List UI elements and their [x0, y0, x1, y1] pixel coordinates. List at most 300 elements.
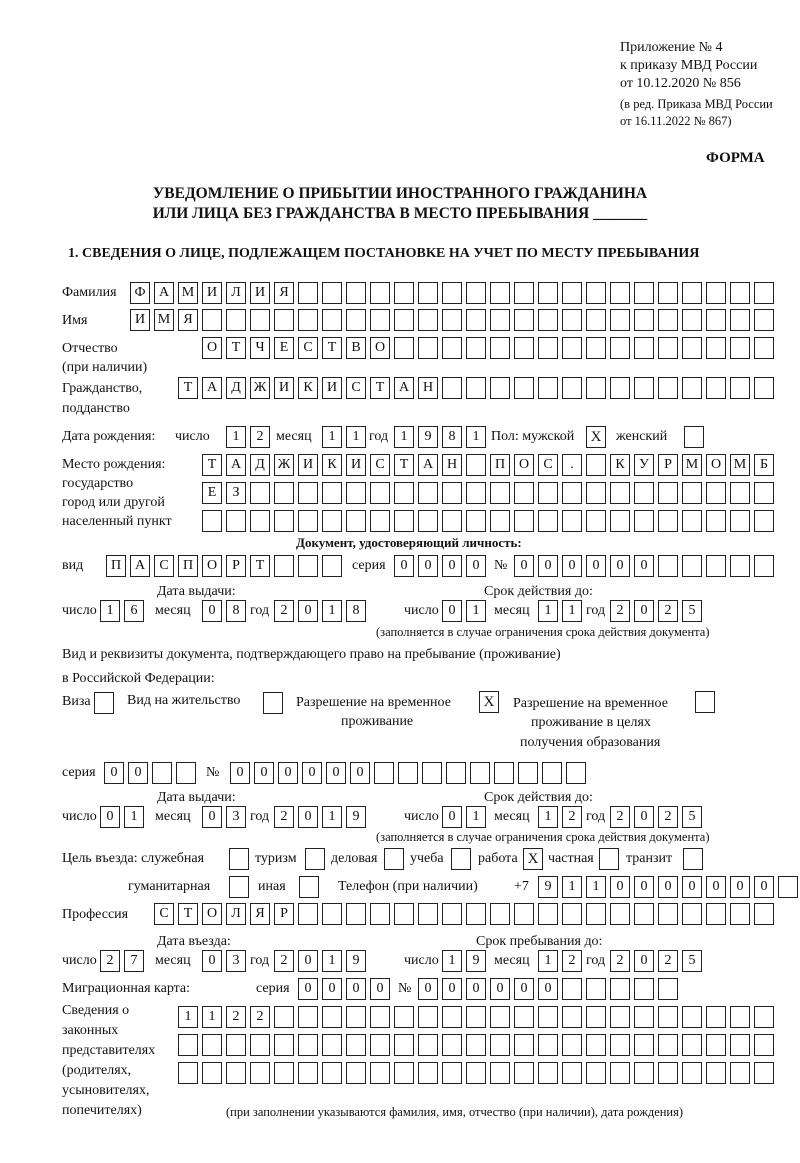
char-cell[interactable] — [418, 482, 438, 504]
char-cell[interactable]: 0 — [230, 762, 250, 784]
char-cell[interactable] — [442, 1006, 462, 1028]
char-cell[interactable]: 2 — [250, 426, 270, 448]
char-cell[interactable]: 0 — [682, 876, 702, 898]
visa-checkbox[interactable] — [94, 692, 114, 714]
char-cell[interactable]: 0 — [610, 876, 630, 898]
char-cell[interactable] — [610, 978, 630, 1000]
char-cell[interactable] — [586, 510, 606, 532]
char-cell[interactable] — [442, 1062, 462, 1084]
char-cell[interactable] — [370, 1062, 390, 1084]
char-cell[interactable] — [754, 1034, 774, 1056]
char-cell[interactable] — [658, 282, 678, 304]
char-cell[interactable] — [466, 454, 486, 476]
char-cell[interactable] — [298, 1006, 318, 1028]
char-cell[interactable] — [442, 482, 462, 504]
char-cell[interactable] — [610, 309, 630, 331]
char-cell[interactable]: Н — [418, 377, 438, 399]
char-cell[interactable]: 5 — [682, 806, 702, 828]
char-cell[interactable] — [418, 309, 438, 331]
char-cell[interactable] — [706, 903, 726, 925]
char-cell[interactable] — [586, 377, 606, 399]
char-cell[interactable] — [610, 482, 630, 504]
char-cell[interactable]: 8 — [442, 426, 462, 448]
char-cell[interactable] — [250, 1062, 270, 1084]
id-issue-day[interactable] — [100, 600, 144, 622]
char-cell[interactable] — [466, 282, 486, 304]
char-cell[interactable]: 8 — [346, 600, 366, 622]
res-number-field[interactable] — [230, 762, 586, 784]
id-valid-day[interactable] — [442, 600, 486, 622]
char-cell[interactable]: 2 — [226, 1006, 246, 1028]
char-cell[interactable] — [298, 1062, 318, 1084]
char-cell[interactable]: С — [298, 337, 318, 359]
char-cell[interactable] — [538, 377, 558, 399]
stay-until-month[interactable] — [538, 950, 582, 972]
char-cell[interactable]: Т — [226, 337, 246, 359]
purpose-private-checkbox[interactable] — [599, 848, 619, 870]
char-cell[interactable] — [398, 762, 418, 784]
char-cell[interactable]: 0 — [202, 950, 222, 972]
char-cell[interactable] — [754, 1062, 774, 1084]
char-cell[interactable] — [514, 309, 534, 331]
res-issue-month[interactable] — [202, 806, 246, 828]
char-cell[interactable]: 2 — [100, 950, 120, 972]
char-cell[interactable] — [754, 377, 774, 399]
char-cell[interactable] — [706, 1062, 726, 1084]
char-cell[interactable] — [514, 903, 534, 925]
char-cell[interactable]: 0 — [202, 806, 222, 828]
char-cell[interactable]: 0 — [298, 978, 318, 1000]
char-cell[interactable]: В — [346, 337, 366, 359]
char-cell[interactable]: 0 — [514, 555, 534, 577]
char-cell[interactable] — [250, 510, 270, 532]
char-cell[interactable]: 5 — [682, 950, 702, 972]
char-cell[interactable] — [658, 1006, 678, 1028]
sex-female-checkbox[interactable] — [684, 426, 704, 448]
char-cell[interactable] — [514, 1062, 534, 1084]
char-cell[interactable] — [634, 482, 654, 504]
char-cell[interactable] — [706, 1006, 726, 1028]
char-cell[interactable] — [730, 1006, 750, 1028]
char-cell[interactable]: 8 — [226, 600, 246, 622]
id-issue-year[interactable] — [274, 600, 366, 622]
char-cell[interactable] — [754, 555, 774, 577]
char-cell[interactable]: 0 — [370, 978, 390, 1000]
char-cell[interactable] — [422, 762, 442, 784]
id-valid-month[interactable] — [538, 600, 582, 622]
char-cell[interactable]: 1 — [202, 1006, 222, 1028]
char-cell[interactable] — [394, 1062, 414, 1084]
char-cell[interactable] — [274, 555, 294, 577]
char-cell[interactable]: Е — [274, 337, 294, 359]
char-cell[interactable]: М — [682, 454, 702, 476]
char-cell[interactable]: 2 — [274, 600, 294, 622]
char-cell[interactable] — [538, 1006, 558, 1028]
char-cell[interactable]: 0 — [490, 978, 510, 1000]
char-cell[interactable] — [658, 377, 678, 399]
phone-field[interactable] — [538, 876, 798, 898]
char-cell[interactable] — [658, 978, 678, 1000]
char-cell[interactable] — [514, 282, 534, 304]
char-cell[interactable] — [442, 903, 462, 925]
char-cell[interactable]: К — [322, 454, 342, 476]
char-cell[interactable]: 1 — [124, 806, 144, 828]
char-cell[interactable] — [418, 337, 438, 359]
char-cell[interactable]: 1 — [466, 600, 486, 622]
char-cell[interactable] — [322, 903, 342, 925]
char-cell[interactable]: 0 — [442, 806, 462, 828]
char-cell[interactable]: У — [634, 454, 654, 476]
char-cell[interactable] — [466, 510, 486, 532]
birthplace-field[interactable] — [202, 510, 774, 532]
char-cell[interactable]: С — [370, 454, 390, 476]
res-issue-year[interactable] — [274, 806, 366, 828]
char-cell[interactable] — [518, 762, 538, 784]
char-cell[interactable]: 1 — [562, 600, 582, 622]
char-cell[interactable]: 2 — [562, 806, 582, 828]
char-cell[interactable] — [370, 1006, 390, 1028]
char-cell[interactable]: 2 — [250, 1006, 270, 1028]
char-cell[interactable] — [226, 1062, 246, 1084]
char-cell[interactable]: И — [322, 377, 342, 399]
char-cell[interactable] — [442, 282, 462, 304]
char-cell[interactable] — [754, 309, 774, 331]
char-cell[interactable]: 0 — [634, 600, 654, 622]
birth-day-field[interactable] — [226, 426, 270, 448]
char-cell[interactable] — [730, 309, 750, 331]
char-cell[interactable]: 0 — [706, 876, 726, 898]
char-cell[interactable] — [202, 1062, 222, 1084]
char-cell[interactable] — [586, 1062, 606, 1084]
birth-year-field[interactable] — [394, 426, 486, 448]
char-cell[interactable]: А — [202, 377, 222, 399]
char-cell[interactable]: 0 — [100, 806, 120, 828]
char-cell[interactable] — [682, 377, 702, 399]
char-cell[interactable]: Т — [202, 454, 222, 476]
char-cell[interactable] — [538, 1034, 558, 1056]
char-cell[interactable]: 2 — [562, 950, 582, 972]
char-cell[interactable] — [658, 1034, 678, 1056]
char-cell[interactable] — [322, 482, 342, 504]
char-cell[interactable] — [538, 510, 558, 532]
char-cell[interactable]: И — [130, 309, 150, 331]
char-cell[interactable] — [706, 482, 726, 504]
char-cell[interactable] — [370, 309, 390, 331]
purpose-other-checkbox[interactable] — [299, 876, 319, 898]
char-cell[interactable]: 0 — [514, 978, 534, 1000]
char-cell[interactable] — [466, 482, 486, 504]
char-cell[interactable] — [586, 309, 606, 331]
char-cell[interactable] — [610, 282, 630, 304]
char-cell[interactable]: Т — [250, 555, 270, 577]
purpose-official-checkbox[interactable] — [229, 848, 249, 870]
char-cell[interactable] — [778, 876, 798, 898]
char-cell[interactable] — [682, 903, 702, 925]
char-cell[interactable] — [542, 762, 562, 784]
char-cell[interactable] — [610, 510, 630, 532]
char-cell[interactable]: 9 — [418, 426, 438, 448]
char-cell[interactable] — [370, 282, 390, 304]
char-cell[interactable]: 0 — [418, 978, 438, 1000]
char-cell[interactable] — [466, 903, 486, 925]
char-cell[interactable]: 0 — [394, 555, 414, 577]
char-cell[interactable] — [562, 1062, 582, 1084]
char-cell[interactable]: 0 — [254, 762, 274, 784]
char-cell[interactable] — [730, 1062, 750, 1084]
char-cell[interactable] — [442, 377, 462, 399]
char-cell[interactable] — [322, 1006, 342, 1028]
char-cell[interactable] — [634, 282, 654, 304]
id-kind-field[interactable] — [106, 555, 342, 577]
char-cell[interactable] — [634, 978, 654, 1000]
char-cell[interactable] — [514, 1006, 534, 1028]
char-cell[interactable] — [538, 903, 558, 925]
char-cell[interactable]: 0 — [326, 762, 346, 784]
char-cell[interactable]: 2 — [610, 600, 630, 622]
char-cell[interactable]: З — [226, 482, 246, 504]
char-cell[interactable]: 0 — [610, 555, 630, 577]
char-cell[interactable] — [538, 309, 558, 331]
char-cell[interactable]: Ч — [250, 337, 270, 359]
char-cell[interactable]: 0 — [302, 762, 322, 784]
char-cell[interactable]: 0 — [298, 806, 318, 828]
char-cell[interactable] — [370, 482, 390, 504]
char-cell[interactable]: Е — [202, 482, 222, 504]
char-cell[interactable]: 0 — [442, 978, 462, 1000]
char-cell[interactable]: И — [274, 377, 294, 399]
char-cell[interactable] — [226, 510, 246, 532]
char-cell[interactable]: И — [298, 454, 318, 476]
char-cell[interactable] — [176, 762, 196, 784]
char-cell[interactable] — [754, 1006, 774, 1028]
char-cell[interactable] — [634, 337, 654, 359]
char-cell[interactable]: 1 — [226, 426, 246, 448]
char-cell[interactable]: . — [562, 454, 582, 476]
char-cell[interactable]: Т — [322, 337, 342, 359]
char-cell[interactable] — [706, 510, 726, 532]
char-cell[interactable] — [706, 555, 726, 577]
char-cell[interactable]: 0 — [538, 555, 558, 577]
char-cell[interactable]: А — [394, 377, 414, 399]
char-cell[interactable] — [514, 377, 534, 399]
char-cell[interactable]: 1 — [322, 426, 342, 448]
char-cell[interactable]: 3 — [226, 806, 246, 828]
entry-year[interactable] — [274, 950, 366, 972]
char-cell[interactable] — [490, 337, 510, 359]
char-cell[interactable]: П — [106, 555, 126, 577]
char-cell[interactable] — [274, 510, 294, 532]
char-cell[interactable] — [682, 555, 702, 577]
char-cell[interactable] — [274, 482, 294, 504]
res-valid-month[interactable] — [538, 806, 582, 828]
birthplace-field[interactable] — [202, 482, 774, 504]
char-cell[interactable]: М — [178, 282, 198, 304]
char-cell[interactable] — [322, 555, 342, 577]
char-cell[interactable] — [634, 1006, 654, 1028]
char-cell[interactable]: П — [490, 454, 510, 476]
char-cell[interactable] — [682, 282, 702, 304]
char-cell[interactable] — [274, 1062, 294, 1084]
char-cell[interactable] — [442, 309, 462, 331]
char-cell[interactable] — [730, 282, 750, 304]
char-cell[interactable] — [370, 1034, 390, 1056]
char-cell[interactable] — [634, 1062, 654, 1084]
char-cell[interactable]: 2 — [658, 806, 678, 828]
char-cell[interactable]: 0 — [658, 876, 678, 898]
sex-male-checkbox[interactable]: X — [586, 426, 606, 448]
char-cell[interactable] — [682, 510, 702, 532]
char-cell[interactable]: О — [202, 555, 222, 577]
res-valid-year[interactable] — [610, 806, 702, 828]
entry-day[interactable] — [100, 950, 144, 972]
char-cell[interactable] — [634, 510, 654, 532]
char-cell[interactable] — [370, 510, 390, 532]
char-cell[interactable] — [394, 1006, 414, 1028]
char-cell[interactable] — [490, 377, 510, 399]
char-cell[interactable] — [490, 282, 510, 304]
char-cell[interactable] — [466, 1006, 486, 1028]
char-cell[interactable]: Д — [226, 377, 246, 399]
char-cell[interactable]: А — [226, 454, 246, 476]
char-cell[interactable]: Ф — [130, 282, 150, 304]
char-cell[interactable]: С — [538, 454, 558, 476]
char-cell[interactable] — [634, 903, 654, 925]
char-cell[interactable] — [562, 1034, 582, 1056]
res-issue-day[interactable] — [100, 806, 144, 828]
char-cell[interactable]: Р — [226, 555, 246, 577]
char-cell[interactable] — [586, 337, 606, 359]
char-cell[interactable] — [418, 1062, 438, 1084]
char-cell[interactable] — [274, 309, 294, 331]
char-cell[interactable]: 0 — [128, 762, 148, 784]
char-cell[interactable]: 0 — [586, 555, 606, 577]
char-cell[interactable] — [562, 1006, 582, 1028]
char-cell[interactable] — [514, 510, 534, 532]
char-cell[interactable] — [634, 1034, 654, 1056]
char-cell[interactable]: 9 — [538, 876, 558, 898]
char-cell[interactable] — [562, 377, 582, 399]
char-cell[interactable]: 1 — [538, 600, 558, 622]
char-cell[interactable]: 1 — [394, 426, 414, 448]
char-cell[interactable] — [250, 309, 270, 331]
char-cell[interactable] — [298, 555, 318, 577]
char-cell[interactable]: К — [610, 454, 630, 476]
char-cell[interactable] — [658, 555, 678, 577]
char-cell[interactable] — [658, 482, 678, 504]
char-cell[interactable]: 0 — [104, 762, 124, 784]
char-cell[interactable] — [322, 282, 342, 304]
char-cell[interactable] — [658, 903, 678, 925]
char-cell[interactable]: О — [202, 903, 222, 925]
char-cell[interactable]: 1 — [538, 950, 558, 972]
char-cell[interactable] — [730, 903, 750, 925]
char-cell[interactable]: Я — [178, 309, 198, 331]
char-cell[interactable] — [730, 510, 750, 532]
char-cell[interactable]: 0 — [418, 555, 438, 577]
char-cell[interactable] — [730, 337, 750, 359]
char-cell[interactable] — [250, 482, 270, 504]
char-cell[interactable] — [322, 309, 342, 331]
char-cell[interactable]: 0 — [442, 600, 462, 622]
char-cell[interactable]: 9 — [466, 950, 486, 972]
char-cell[interactable] — [538, 337, 558, 359]
char-cell[interactable] — [466, 1062, 486, 1084]
char-cell[interactable]: А — [130, 555, 150, 577]
char-cell[interactable]: 9 — [346, 950, 366, 972]
char-cell[interactable]: Л — [226, 282, 246, 304]
char-cell[interactable]: М — [154, 309, 174, 331]
char-cell[interactable] — [514, 1034, 534, 1056]
char-cell[interactable]: 2 — [610, 950, 630, 972]
char-cell[interactable] — [634, 309, 654, 331]
char-cell[interactable] — [754, 510, 774, 532]
char-cell[interactable]: О — [514, 454, 534, 476]
mc-series-field[interactable] — [298, 978, 390, 1000]
char-cell[interactable] — [562, 309, 582, 331]
id-issue-month[interactable] — [202, 600, 246, 622]
char-cell[interactable] — [754, 282, 774, 304]
char-cell[interactable]: 2 — [658, 950, 678, 972]
char-cell[interactable]: 1 — [586, 876, 606, 898]
char-cell[interactable]: А — [154, 282, 174, 304]
char-cell[interactable]: 0 — [346, 978, 366, 1000]
char-cell[interactable]: 1 — [346, 426, 366, 448]
char-cell[interactable] — [586, 903, 606, 925]
char-cell[interactable] — [418, 1034, 438, 1056]
char-cell[interactable]: 1 — [322, 600, 342, 622]
char-cell[interactable]: 0 — [442, 555, 462, 577]
char-cell[interactable] — [490, 903, 510, 925]
char-cell[interactable] — [370, 903, 390, 925]
stay-until-year[interactable] — [610, 950, 702, 972]
char-cell[interactable] — [658, 309, 678, 331]
char-cell[interactable] — [730, 1034, 750, 1056]
char-cell[interactable] — [610, 1034, 630, 1056]
char-cell[interactable] — [202, 1034, 222, 1056]
char-cell[interactable] — [298, 309, 318, 331]
char-cell[interactable] — [442, 337, 462, 359]
char-cell[interactable] — [322, 1034, 342, 1056]
char-cell[interactable] — [346, 282, 366, 304]
char-cell[interactable]: 1 — [466, 426, 486, 448]
char-cell[interactable]: 0 — [202, 600, 222, 622]
char-cell[interactable]: 0 — [538, 978, 558, 1000]
char-cell[interactable] — [682, 1006, 702, 1028]
char-cell[interactable]: О — [202, 337, 222, 359]
char-cell[interactable] — [562, 337, 582, 359]
char-cell[interactable]: О — [706, 454, 726, 476]
char-cell[interactable] — [730, 377, 750, 399]
char-cell[interactable] — [322, 1062, 342, 1084]
char-cell[interactable] — [446, 762, 466, 784]
char-cell[interactable] — [466, 1034, 486, 1056]
char-cell[interactable]: 0 — [350, 762, 370, 784]
char-cell[interactable] — [514, 482, 534, 504]
char-cell[interactable]: 0 — [730, 876, 750, 898]
temp-residence-checkbox[interactable]: X — [479, 691, 499, 713]
name-field[interactable] — [130, 309, 774, 331]
char-cell[interactable]: 1 — [322, 806, 342, 828]
purpose-work-checkbox[interactable]: X — [523, 848, 543, 870]
char-cell[interactable]: 0 — [754, 876, 774, 898]
char-cell[interactable] — [610, 337, 630, 359]
char-cell[interactable]: 2 — [658, 600, 678, 622]
char-cell[interactable]: П — [178, 555, 198, 577]
patronymic-field[interactable] — [202, 337, 774, 359]
char-cell[interactable] — [586, 978, 606, 1000]
char-cell[interactable] — [586, 454, 606, 476]
char-cell[interactable]: Т — [370, 377, 390, 399]
